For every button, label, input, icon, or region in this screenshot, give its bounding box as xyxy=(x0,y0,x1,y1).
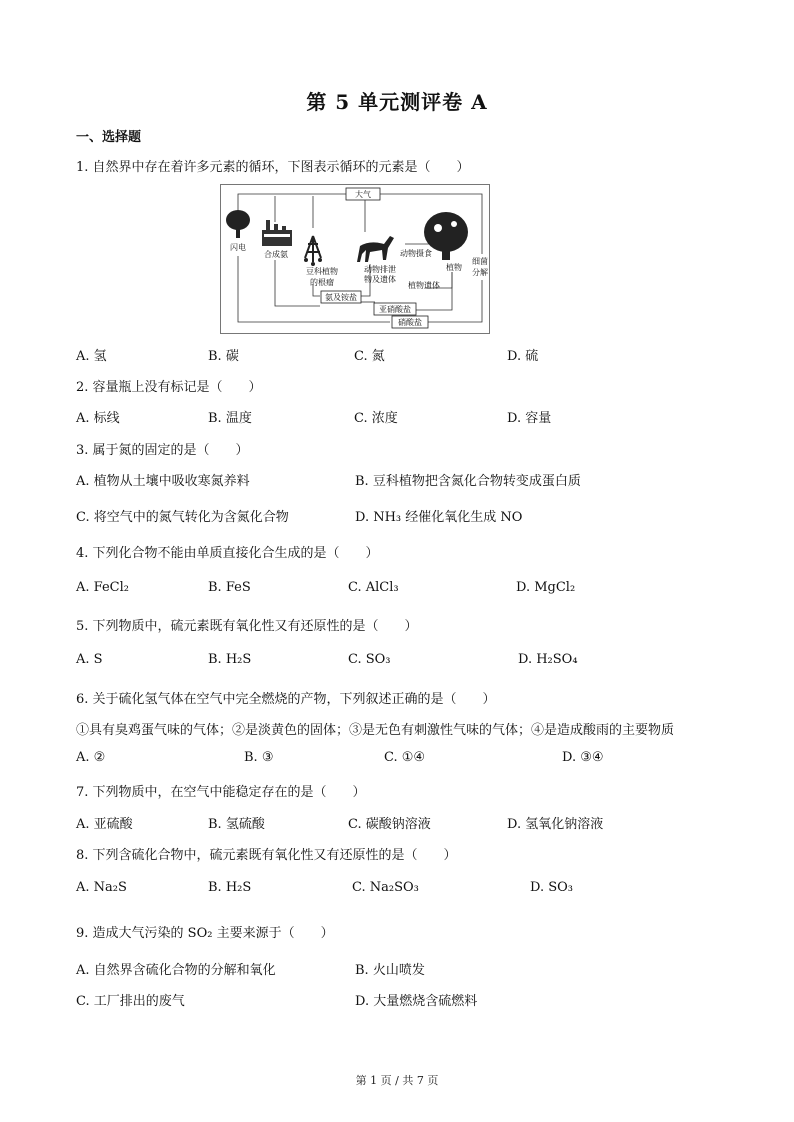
q7-option-c[interactable]: C. 碳酸钠溶液 xyxy=(348,817,431,832)
q6-option-b[interactable]: B. ③ xyxy=(244,750,274,765)
diagram-label-atmosphere: 大气 xyxy=(355,190,371,199)
q8-option-d[interactable]: D. SO₃ xyxy=(530,880,573,895)
q9-option-b[interactable]: B. 火山喷发 xyxy=(355,963,425,978)
q1-option-b[interactable]: B. 碳 xyxy=(208,349,239,364)
q3-option-d[interactable]: D. NH₃ 经催化氧化生成 NO xyxy=(355,510,523,525)
question-5-stem: 5. 下列物质中，硫元素既有氧化性又有还原性的是（ ） xyxy=(76,619,418,634)
q4-option-b[interactable]: B. FeS xyxy=(208,580,251,595)
q5-option-b[interactable]: B. H₂S xyxy=(208,652,252,667)
q1-option-d[interactable]: D. 硫 xyxy=(507,349,539,364)
diagram-label-ammonia-synthesis: 合成氨 xyxy=(264,250,288,259)
nitrogen-cycle-diagram xyxy=(220,184,490,334)
question-2-stem: 2. 容量瓶上没有标记是（ ） xyxy=(76,380,262,395)
q8-option-b[interactable]: B. H₂S xyxy=(208,880,252,895)
diagram-label-legume-2: 的根瘤 xyxy=(310,278,334,287)
q9-option-a[interactable]: A. 自然界含硫化合物的分解和氧化 xyxy=(76,963,276,978)
q6-option-c[interactable]: C. ①④ xyxy=(384,750,426,765)
diagram-label-lightning: 闪电 xyxy=(230,243,246,252)
diagram-label-bacteria-2: 分解 xyxy=(472,268,488,277)
question-1-stem: 1. 自然界中存在着许多元素的循环，下图表示循环的元素是（ ） xyxy=(76,160,470,175)
diagram-label-plant: 植物 xyxy=(446,263,462,272)
q7-option-a[interactable]: A. 亚硫酸 xyxy=(76,817,133,832)
q7-option-d[interactable]: D. 氢氧化钠溶液 xyxy=(507,817,604,832)
q6-option-d[interactable]: D. ③④ xyxy=(562,750,604,765)
diagram-label-bacteria-1: 细菌 xyxy=(472,257,488,266)
question-6-detail: ①具有臭鸡蛋气味的气体；②是淡黄色的固体；③是无色有刺激性气味的气体；④是造成酸雨的主要物质 xyxy=(76,723,675,738)
q4-option-a[interactable]: A. FeCl₂ xyxy=(76,580,129,595)
question-6-stem: 6. 关于硫化氢气体在空气中完全燃烧的产物，下列叙述正确的是（ ） xyxy=(76,692,496,707)
q2-option-b[interactable]: B. 温度 xyxy=(208,411,252,426)
q6-option-a[interactable]: A. ② xyxy=(76,750,106,765)
section-heading: 一、选择题 xyxy=(76,130,142,145)
q2-option-a[interactable]: A. 标线 xyxy=(76,411,120,426)
page-title: 第 5 单元测评卷 A xyxy=(306,90,488,114)
q2-option-d[interactable]: D. 容量 xyxy=(507,411,552,426)
q4-option-c[interactable]: C. AlCl₃ xyxy=(348,580,399,595)
question-9-stem: 9. 造成大气污染的 SO₂ 主要来源于（ ） xyxy=(76,926,334,941)
q4-option-d[interactable]: D. MgCl₂ xyxy=(516,580,576,595)
q5-option-a[interactable]: A. S xyxy=(76,652,103,667)
diagram-label-animal-eating: 动物摄食 xyxy=(400,249,432,258)
diagram-label-excretion-2: 物及遗体 xyxy=(364,275,396,284)
question-3-stem: 3. 属于氮的固定的是（ ） xyxy=(76,443,249,458)
question-8-stem: 8. 下列含硫化合物中，硫元素既有氧化性又有还原性的是（ ） xyxy=(76,848,457,863)
q5-option-c[interactable]: C. SO₃ xyxy=(348,652,391,667)
q2-option-c[interactable]: C. 浓度 xyxy=(354,411,398,426)
q7-option-b[interactable]: B. 氢硫酸 xyxy=(208,817,265,832)
q8-option-a[interactable]: A. Na₂S xyxy=(76,880,127,895)
q1-option-a[interactable]: A. 氢 xyxy=(76,349,107,364)
q3-option-b[interactable]: B. 豆科植物把含氮化合物转变成蛋白质 xyxy=(355,474,581,489)
diagram-label-nitrite: 亚硝酸盐 xyxy=(379,305,411,314)
q1-option-c[interactable]: C. 氮 xyxy=(354,349,385,364)
diagram-label-excretion-1: 动物排泄 xyxy=(364,265,396,274)
q5-option-d[interactable]: D. H₂SO₄ xyxy=(518,652,578,667)
diagram-label-plant-remains: 植物遗体 xyxy=(408,281,440,290)
diagram-label-ammonium: 氨及铵盐 xyxy=(325,293,357,302)
q3-option-a[interactable]: A. 植物从土壤中吸收寒氮养料 xyxy=(76,474,250,489)
q8-option-c[interactable]: C. Na₂SO₃ xyxy=(352,880,419,895)
question-7-stem: 7. 下列物质中，在空气中能稳定存在的是（ ） xyxy=(76,785,366,800)
diagram-label-nitrate: 硝酸盐 xyxy=(398,318,422,327)
question-4-stem: 4. 下列化合物不能由单质直接化合生成的是（ ） xyxy=(76,546,379,561)
q9-option-c[interactable]: C. 工厂排出的废气 xyxy=(76,994,185,1009)
page-footer: 第 1 页 / 共 7 页 xyxy=(355,1074,439,1087)
q9-option-d[interactable]: D. 大量燃烧含硫燃料 xyxy=(355,994,478,1009)
q3-option-c[interactable]: C. 将空气中的氮气转化为含氮化合物 xyxy=(76,510,289,525)
diagram-label-legume-1: 豆科植物 xyxy=(306,267,338,276)
